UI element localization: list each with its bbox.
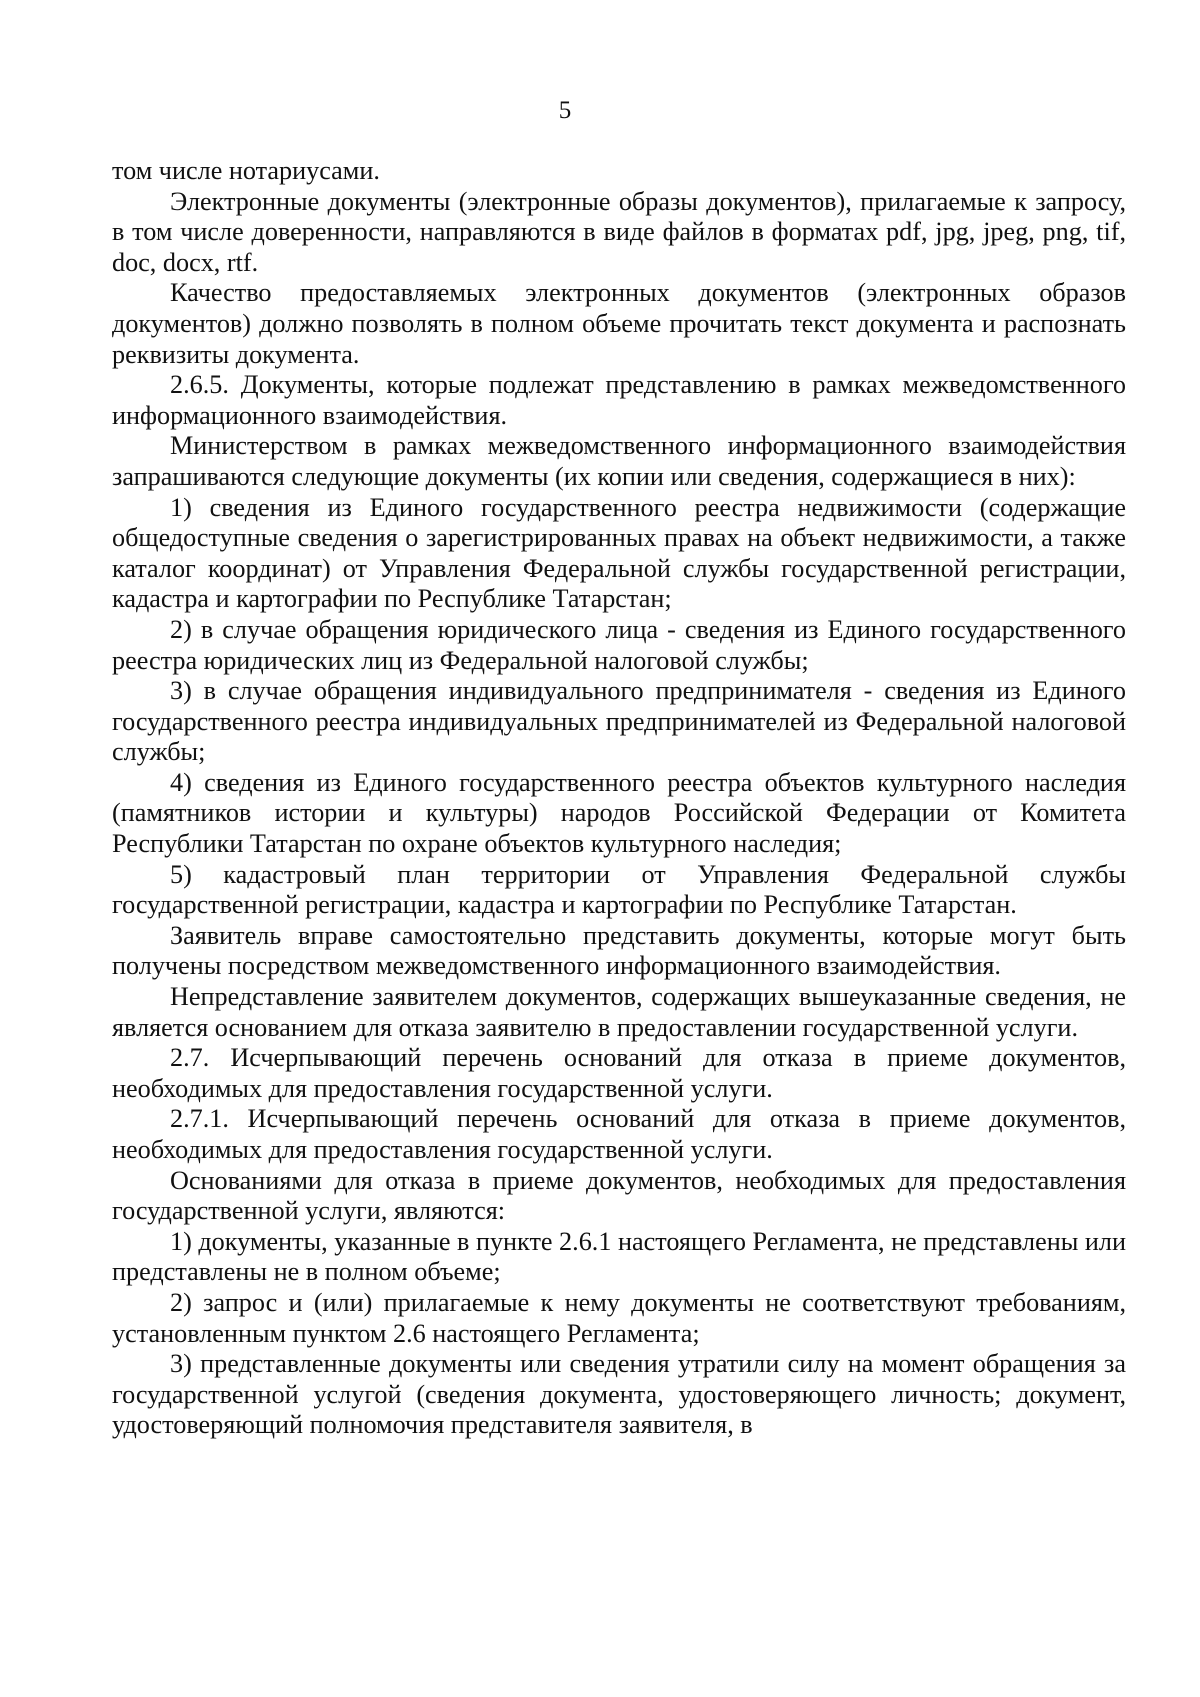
list-item: 2) запрос и (или) прилагаемые к нему документы не соответствуют требованиям, установленным пунктом 2.6 настоящего Регламента; xyxy=(112,1287,1126,1348)
section-heading-2-7-1: 2.7.1. Исчерпывающий перечень оснований для отказа в приеме документов, необходимых для предоставления государственной услуги. xyxy=(112,1104,1126,1164)
list-item: 4) сведения из Единого государственного реестра объектов культурного наследия (памятников истории и культуры) народов Российской Федерации от Комитета Республики Татарстан по охране объектов культурного наследия; xyxy=(112,767,1126,859)
list-item: 5) кадастровый план территории от Управления Федеральной службы государственной регистрации, кадастра и картографии по Республике Татарстан. xyxy=(112,859,1126,920)
list-item: 3) в случае обращения индивидуального предпринимателя - сведения из Единого государственного реестра индивидуальных предпринимателей из Федеральной налоговой службы; xyxy=(112,676,1126,767)
paragraph: Качество предоставляемых электронных документов (электронных образов документов) должно позволять в полном объеме прочитать текст документа и распознать реквизиты документа. xyxy=(112,278,1126,369)
section-heading-2-6-5: 2.6.5. Документы, которые подлежат представлению в рамках межведомственного информационного взаимодействия. xyxy=(112,370,1126,430)
paragraph: Электронные документы (электронные образы документов), прилагаемые к запросу, в том числе доверенности, направляются в виде файлов в форматах pdf, jpg, jpeg, png, tif, doc, docx, rtf. xyxy=(112,186,1126,277)
page-number: 5 xyxy=(558,97,572,124)
paragraph: том числе нотариусами. xyxy=(112,156,380,185)
paragraph: Основаниями для отказа в приеме документов, необходимых для предоставления государственной услуги, являются: xyxy=(112,1165,1126,1226)
document-body xyxy=(112,156,1126,1441)
list-item: 1) сведения из Единого государственного реестра недвижимости (содержащие общедоступные сведения о зарегистрированных правах на объект недвижимости, а также каталог координат) от Управления Федеральной службы государственной регистрации, кадастра и картографии по Республике Татарстан; xyxy=(112,492,1126,614)
paragraph: Заявитель вправе самостоятельно представить документы, которые могут быть получены посредством межведомственного информационного взаимодействия. xyxy=(112,920,1126,981)
section-heading-2-7: 2.7. Исчерпывающий перечень оснований для отказа в приеме документов, необходимых для предоставления государственной услуги. xyxy=(112,1043,1126,1103)
paragraph: Непредставление заявителем документов, содержащих вышеуказанные сведения, не является основанием для отказа заявителю в предоставлении государственной услуги. xyxy=(112,982,1126,1042)
paragraph: Министерством в рамках межведомственного информационного взаимодействия запрашиваются следующие документы (их копии или сведения, содержащиеся в них): xyxy=(112,431,1126,491)
list-item: 1) документы, указанные в пункте 2.6.1 настоящего Регламента, не представлены или представлены не в полном объеме; xyxy=(112,1226,1126,1287)
list-item: 2) в случае обращения юридического лица - сведения из Единого государственного реестра юридических лиц из Федеральной налоговой службы; xyxy=(112,614,1126,675)
list-item: 3) представленные документы или сведения утратили силу на момент обращения за государственной услугой (сведения документа, удостоверяющего личность; документ, удостоверяющий полномочия представителя заявителя, в xyxy=(112,1349,1126,1440)
